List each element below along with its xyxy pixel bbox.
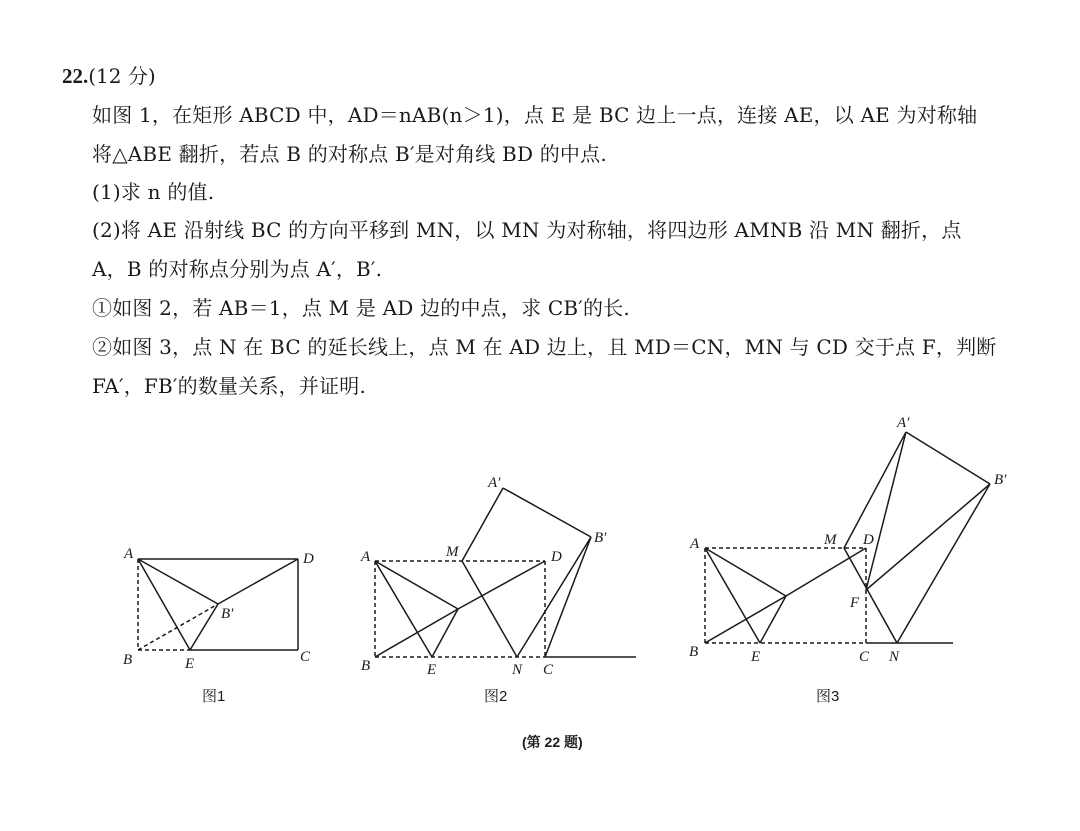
fig2-segment-ae bbox=[375, 561, 432, 657]
fig3-segment-apbp bbox=[906, 432, 990, 484]
fig2-label-b: B bbox=[361, 658, 371, 674]
fig2-label-d: D bbox=[551, 549, 562, 565]
fig3-label-aprime: A′ bbox=[897, 415, 910, 431]
question-number: 22. bbox=[62, 64, 89, 88]
fig2-label-a: A bbox=[361, 549, 371, 565]
fig3-segment-map bbox=[844, 432, 906, 548]
fig3-segment-fap bbox=[866, 432, 906, 590]
fig3-label-e: E bbox=[751, 649, 761, 665]
question-line-6: ①如图 2，若 AB＝1，点 M 是 AD 边的中点，求 CB′的长. bbox=[92, 296, 630, 320]
figure-1 bbox=[138, 559, 298, 650]
fig2-label-n: N bbox=[512, 662, 523, 678]
figure-3 bbox=[705, 432, 990, 643]
question-line-1: 如图 1，在矩形 ABCD 中，AD＝nAB(n＞1)，点 E 是 BC 边上一点，连接 AE，以 AE 为对称轴 bbox=[92, 103, 978, 127]
figure-footer: (第 22 题) bbox=[522, 734, 583, 750]
question-line-3: (1)求 n 的值. bbox=[92, 180, 215, 204]
figures-area bbox=[0, 400, 1080, 831]
question-line-5: A，B 的对称点分别为点 A′，B′. bbox=[92, 257, 383, 281]
fig2-segment-mid-d bbox=[458, 561, 545, 609]
fig3-label-b: B bbox=[689, 644, 699, 660]
fig2-segment-map bbox=[462, 488, 503, 561]
fig2-label-aprime: A′ bbox=[488, 475, 501, 491]
fig1-label-b: B bbox=[123, 652, 133, 668]
fig3-segment-bpn bbox=[897, 484, 990, 643]
fig2-segment-mn bbox=[462, 561, 517, 657]
fig1-segment-bpd bbox=[218, 559, 298, 604]
fig2-label-bprime: B′ bbox=[594, 530, 607, 546]
fig3-label-d: D bbox=[863, 532, 874, 548]
figure-2 bbox=[375, 488, 636, 657]
fig2-segment-apbp bbox=[503, 488, 591, 537]
fig3-segment-ae bbox=[705, 548, 760, 643]
fig3-caption: 图3 bbox=[816, 688, 840, 705]
fig2-caption: 图2 bbox=[484, 688, 508, 705]
fig3-label-n: N bbox=[889, 649, 900, 665]
question-points: (12 分) bbox=[88, 64, 156, 88]
question-line-8: FA′，FB′的数量关系，并证明. bbox=[92, 374, 366, 398]
fig1-dashed-bbp bbox=[138, 604, 218, 650]
fig3-segment-mid-d bbox=[786, 548, 866, 596]
fig1-label-a: A bbox=[124, 546, 134, 562]
fig3-label-m: M bbox=[824, 532, 837, 548]
fig1-label-d: D bbox=[303, 551, 314, 567]
question-line-7: ②如图 3，点 N 在 BC 的延长线上，点 M 在 AD 边上，且 MD＝CN，MN 与 CD 交于点 F，判断 bbox=[92, 335, 997, 359]
fig1-segment-ebp bbox=[190, 604, 218, 650]
fig2-label-e: E bbox=[427, 662, 437, 678]
fig1-caption: 图1 bbox=[202, 688, 226, 705]
question-line-4: (2)将 AE 沿射线 BC 的方向平移到 MN，以 MN 为对称轴，将四边形 AMNB 沿 MN 翻折，点 bbox=[92, 218, 962, 242]
fig1-segment-ae bbox=[138, 559, 190, 650]
fig3-label-a: A bbox=[690, 536, 700, 552]
fig3-label-c: C bbox=[859, 649, 870, 665]
fig3-label-bprime: B′ bbox=[994, 472, 1007, 488]
fig2-label-c: C bbox=[543, 662, 554, 678]
fig2-segment-a-mid bbox=[375, 561, 458, 609]
fig2-label-m: M bbox=[446, 544, 459, 560]
fig1-label-e: E bbox=[185, 656, 195, 672]
fig1-label-c: C bbox=[300, 649, 311, 665]
fig3-segment-fbp bbox=[866, 484, 990, 590]
question-line-2: 将△ABE 翻折，若点 B 的对称点 B′是对角线 BD 的中点. bbox=[92, 142, 607, 166]
fig3-segment-a-mid bbox=[705, 548, 786, 596]
question-header bbox=[62, 60, 156, 89]
fig1-label-bprime: B′ bbox=[221, 606, 234, 622]
fig3-label-f: F bbox=[850, 595, 860, 611]
